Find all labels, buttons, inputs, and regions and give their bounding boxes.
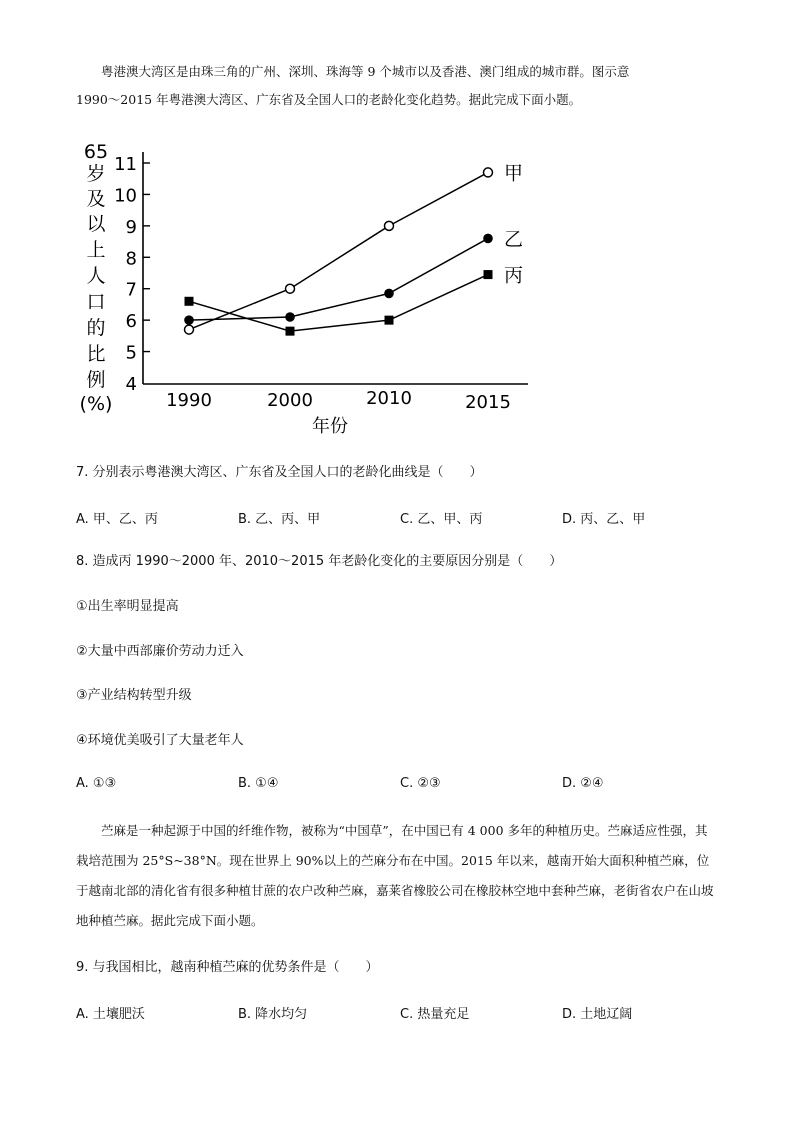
q7-option-c[interactable]: C. 乙、甲、丙 bbox=[400, 512, 483, 527]
q8-option-b[interactable]: B. ①④ bbox=[238, 776, 279, 791]
question-9-options bbox=[76, 1003, 726, 1027]
q7-option-a[interactable]: A. 甲、乙、丙 bbox=[76, 512, 158, 527]
passage-2: 苎麻是一种起源于中国的纤维作物，被称为“中国草”，在中国已有 4 000 多年的种植历史。苎麻适应性强，其栽培范围为 25°S~38°N。现在世界上 90%以上的苎麻分布在中国。2015 年以来，越南开始大面积种植苎麻，位于越南北部的清化省有很多种植甘蔗的农户改种苎麻，嘉莱省橡胶公司在橡胶林空地中套种苎麻，老街省农户在山坡地种植苎麻。据此完成下面小题。 bbox=[76, 823, 714, 928]
data-point-filled-square bbox=[385, 316, 394, 325]
x-ticks bbox=[166, 388, 511, 413]
y-label-char: 65 bbox=[83, 141, 109, 163]
x-axis-label: 年份 bbox=[312, 416, 348, 437]
data-point-filled-circle bbox=[184, 315, 194, 325]
y-axis-label bbox=[80, 141, 113, 415]
y-label-char: 比 bbox=[86, 343, 106, 365]
passage-1 bbox=[76, 58, 718, 114]
series-markers bbox=[184, 168, 493, 336]
y-label-char: 及 bbox=[86, 188, 106, 210]
question-9-stem: 9. 与我国相比，越南种植苎麻的优势条件是（ ） bbox=[76, 960, 379, 975]
aging-trend-line-chart bbox=[76, 132, 546, 442]
q8-item-2: ②大量中西部廉价劳动力迁入 bbox=[76, 644, 244, 659]
y-tick-label: 5 bbox=[125, 342, 137, 364]
question-8-options bbox=[76, 776, 726, 800]
data-point-filled-circle bbox=[483, 234, 493, 244]
chart-axes bbox=[143, 152, 528, 384]
data-point-filled-square bbox=[185, 297, 194, 306]
y-tick-label: 10 bbox=[114, 185, 137, 207]
question-7-options bbox=[76, 508, 726, 532]
question-7-stem: 7. 分别表示粤港澳大湾区、广东省及全国人口的老龄化曲线是（ ） bbox=[76, 465, 483, 480]
x-tick-label: 1990 bbox=[166, 390, 212, 411]
y-label-char: 人 bbox=[86, 265, 106, 287]
y-tick-label: 8 bbox=[125, 248, 137, 270]
series-line-3 bbox=[189, 275, 488, 332]
series-label-3: 丙 bbox=[504, 264, 524, 287]
data-point-filled-square bbox=[286, 327, 295, 336]
q8-option-a[interactable]: A. ①③ bbox=[76, 776, 117, 791]
data-point-filled-circle bbox=[285, 312, 295, 322]
y-tick-label: 11 bbox=[114, 154, 137, 175]
y-tick-label: 7 bbox=[125, 279, 137, 301]
q9-option-c[interactable]: C. 热量充足 bbox=[400, 1007, 470, 1022]
series-line-2 bbox=[189, 238, 488, 320]
data-point-open-circle bbox=[484, 168, 493, 177]
y-label-char: (%) bbox=[79, 393, 113, 415]
series-label-1: 甲 bbox=[504, 162, 524, 185]
y-label-char: 以 bbox=[86, 213, 106, 235]
x-tick-label: 2015 bbox=[465, 392, 511, 413]
q7-option-b[interactable]: B. 乙、丙、甲 bbox=[238, 512, 321, 527]
y-label-char: 上 bbox=[86, 239, 106, 261]
q8-option-d[interactable]: D. ②④ bbox=[562, 776, 604, 791]
y-label-char: 岁 bbox=[86, 163, 106, 185]
y-ticks bbox=[114, 154, 150, 395]
q8-item-3: ③产业结构转型升级 bbox=[76, 688, 192, 703]
y-tick-label: 4 bbox=[125, 374, 137, 395]
y-label-char: 口 bbox=[86, 291, 106, 313]
x-tick-label: 2010 bbox=[366, 388, 412, 409]
data-point-open-circle bbox=[385, 221, 394, 230]
data-point-filled-circle bbox=[384, 289, 394, 299]
y-tick-label: 9 bbox=[125, 216, 137, 238]
series-label-2: 乙 bbox=[504, 228, 524, 251]
q9-option-a[interactable]: A. 土壤肥沃 bbox=[76, 1007, 145, 1022]
series-labels bbox=[504, 162, 523, 286]
q8-option-c[interactable]: C. ②③ bbox=[400, 776, 441, 791]
passage-1-line-2: 1990～2015 年粤港澳大湾区、广东省及全国人口的老龄化变化趋势。据此完成下面小题。 bbox=[76, 92, 582, 107]
data-point-filled-square bbox=[484, 270, 493, 279]
q9-option-d[interactable]: D. 土地辽阔 bbox=[562, 1007, 633, 1022]
y-label-char: 的 bbox=[86, 317, 106, 339]
q9-option-b[interactable]: B. 降水均匀 bbox=[238, 1007, 308, 1022]
y-tick-label: 6 bbox=[125, 311, 137, 333]
data-point-open-circle bbox=[185, 325, 194, 334]
y-label-char: 例 bbox=[86, 369, 106, 391]
x-tick-label: 2000 bbox=[267, 390, 313, 411]
q8-item-1: ①出生率明显提高 bbox=[76, 599, 179, 614]
passage-1-line-1: 粤港澳大湾区是由珠三角的广州、深圳、珠海等 9 个城市以及香港、澳门组成的城市群。图示意 bbox=[101, 64, 630, 79]
series-lines bbox=[189, 172, 488, 331]
data-point-open-circle bbox=[286, 284, 295, 293]
question-8-stem: 8. 造成丙 1990～2000 年、2010～2015 年老龄化变化的主要原因分别是（ ） bbox=[76, 554, 563, 569]
q7-option-d[interactable]: D. 丙、乙、甲 bbox=[562, 512, 646, 527]
q8-item-4: ④环境优美吸引了大量老年人 bbox=[76, 733, 244, 748]
